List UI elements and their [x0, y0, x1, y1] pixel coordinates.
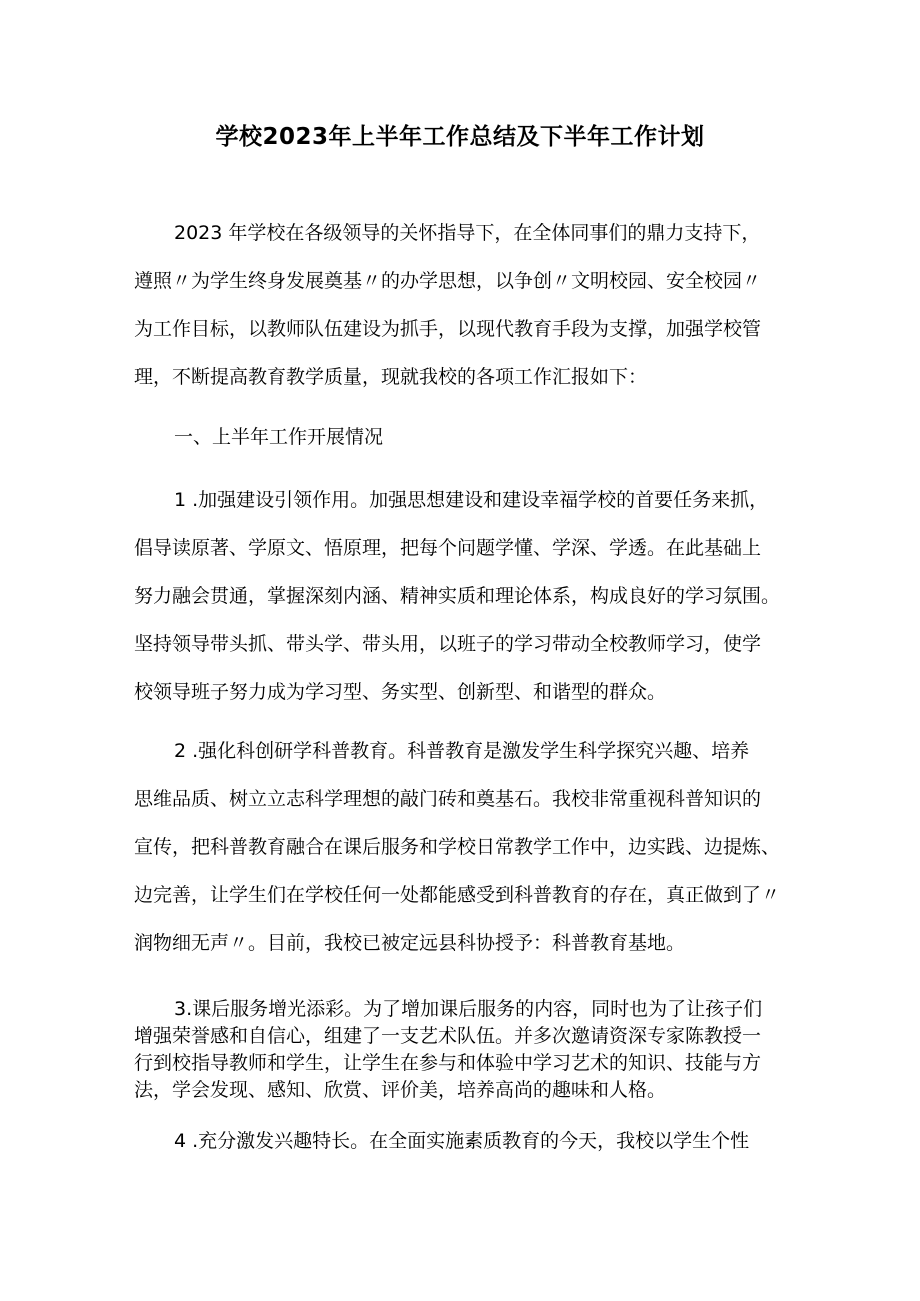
text-line: 理，不断提高教育教学质量，现就我校的各项工作汇报如下：	[134, 366, 648, 388]
item-3-paragraph	[134, 996, 804, 1104]
text-line: 倡导读原著、学原文、悟原理，把每个问题学懂、学深、学透。在此基础上	[134, 537, 762, 559]
text-line: 增强荣誉感和自信心，组建了一支艺术队伍。并多次邀请资深专家陈教授一	[134, 1025, 762, 1047]
text-line: 3.课后服务增光添彩。为了增加课后服务的内容，同时也为了让孩子们	[174, 998, 763, 1020]
document-title: 学校2023年上半年工作总结及下半年工作计划	[215, 124, 705, 150]
item-2-paragraph	[134, 727, 804, 967]
text-line: 1 .加强建设引领作用。加强思想建设和建设幸福学校的首要任务来抓，	[174, 489, 769, 511]
text-line: 遵照〃为学生终身发展奠基〃的办学思想，以争创〃文明校园、安全校园〃	[134, 270, 762, 292]
item-4-paragraph	[134, 1117, 804, 1165]
text-line: 坚持领导带头抓、带头学、带头用，以班子的学习带动全校教师学习，使学	[134, 633, 762, 655]
text-line: 思维品质、树立立志科学理想的敲门砖和奠基石。我校非常重视科普知识的	[134, 788, 762, 810]
text-line: 校领导班子努力成为学习型、务实型、创新型、和谐型的群众。	[134, 681, 667, 703]
text-line: 润物细无声〃。目前，我校已被定远县科协授予：科普教育基地。	[134, 932, 686, 954]
text-line: 2023 年学校在各级领导的关怀指导下，在全体同事们的鼎力支持下，	[174, 222, 761, 244]
item-1-paragraph	[134, 476, 804, 716]
text-line: 行到校指导教师和学生，让学生在参与和体验中学习艺术的知识、技能与方	[134, 1052, 762, 1074]
section-heading-text: 一、上半年工作开展情况	[174, 426, 384, 448]
intro-paragraph	[134, 209, 804, 401]
text-line: 4 .充分激发兴趣特长。在全面实施素质教育的今天，我校以学生个性	[174, 1130, 750, 1152]
text-line: 努力融会贯通，掌握深刻内涵、精神实质和理论体系，构成良好的学习氛围。	[134, 585, 781, 607]
text-line: 为工作目标，以教师队伍建设为抓手，以现代教育手段为支撑，加强学校管	[134, 318, 762, 340]
text-line: 2 .强化科创研学科普教育。科普教育是激发学生科学探究兴趣、培养	[174, 740, 750, 762]
text-line: 边完善，让学生们在学校任何一处都能感受到科普教育的存在，真正做到了〃	[134, 884, 781, 906]
section-heading	[134, 413, 804, 461]
text-line: 宣传，把科普教育融合在课后服务和学校日常教学工作中，边实践、边提炼、	[134, 836, 781, 858]
text-line: 法，学会发现、感知、欣赏、评价美，培养高尚的趣味和人格。	[134, 1079, 667, 1101]
